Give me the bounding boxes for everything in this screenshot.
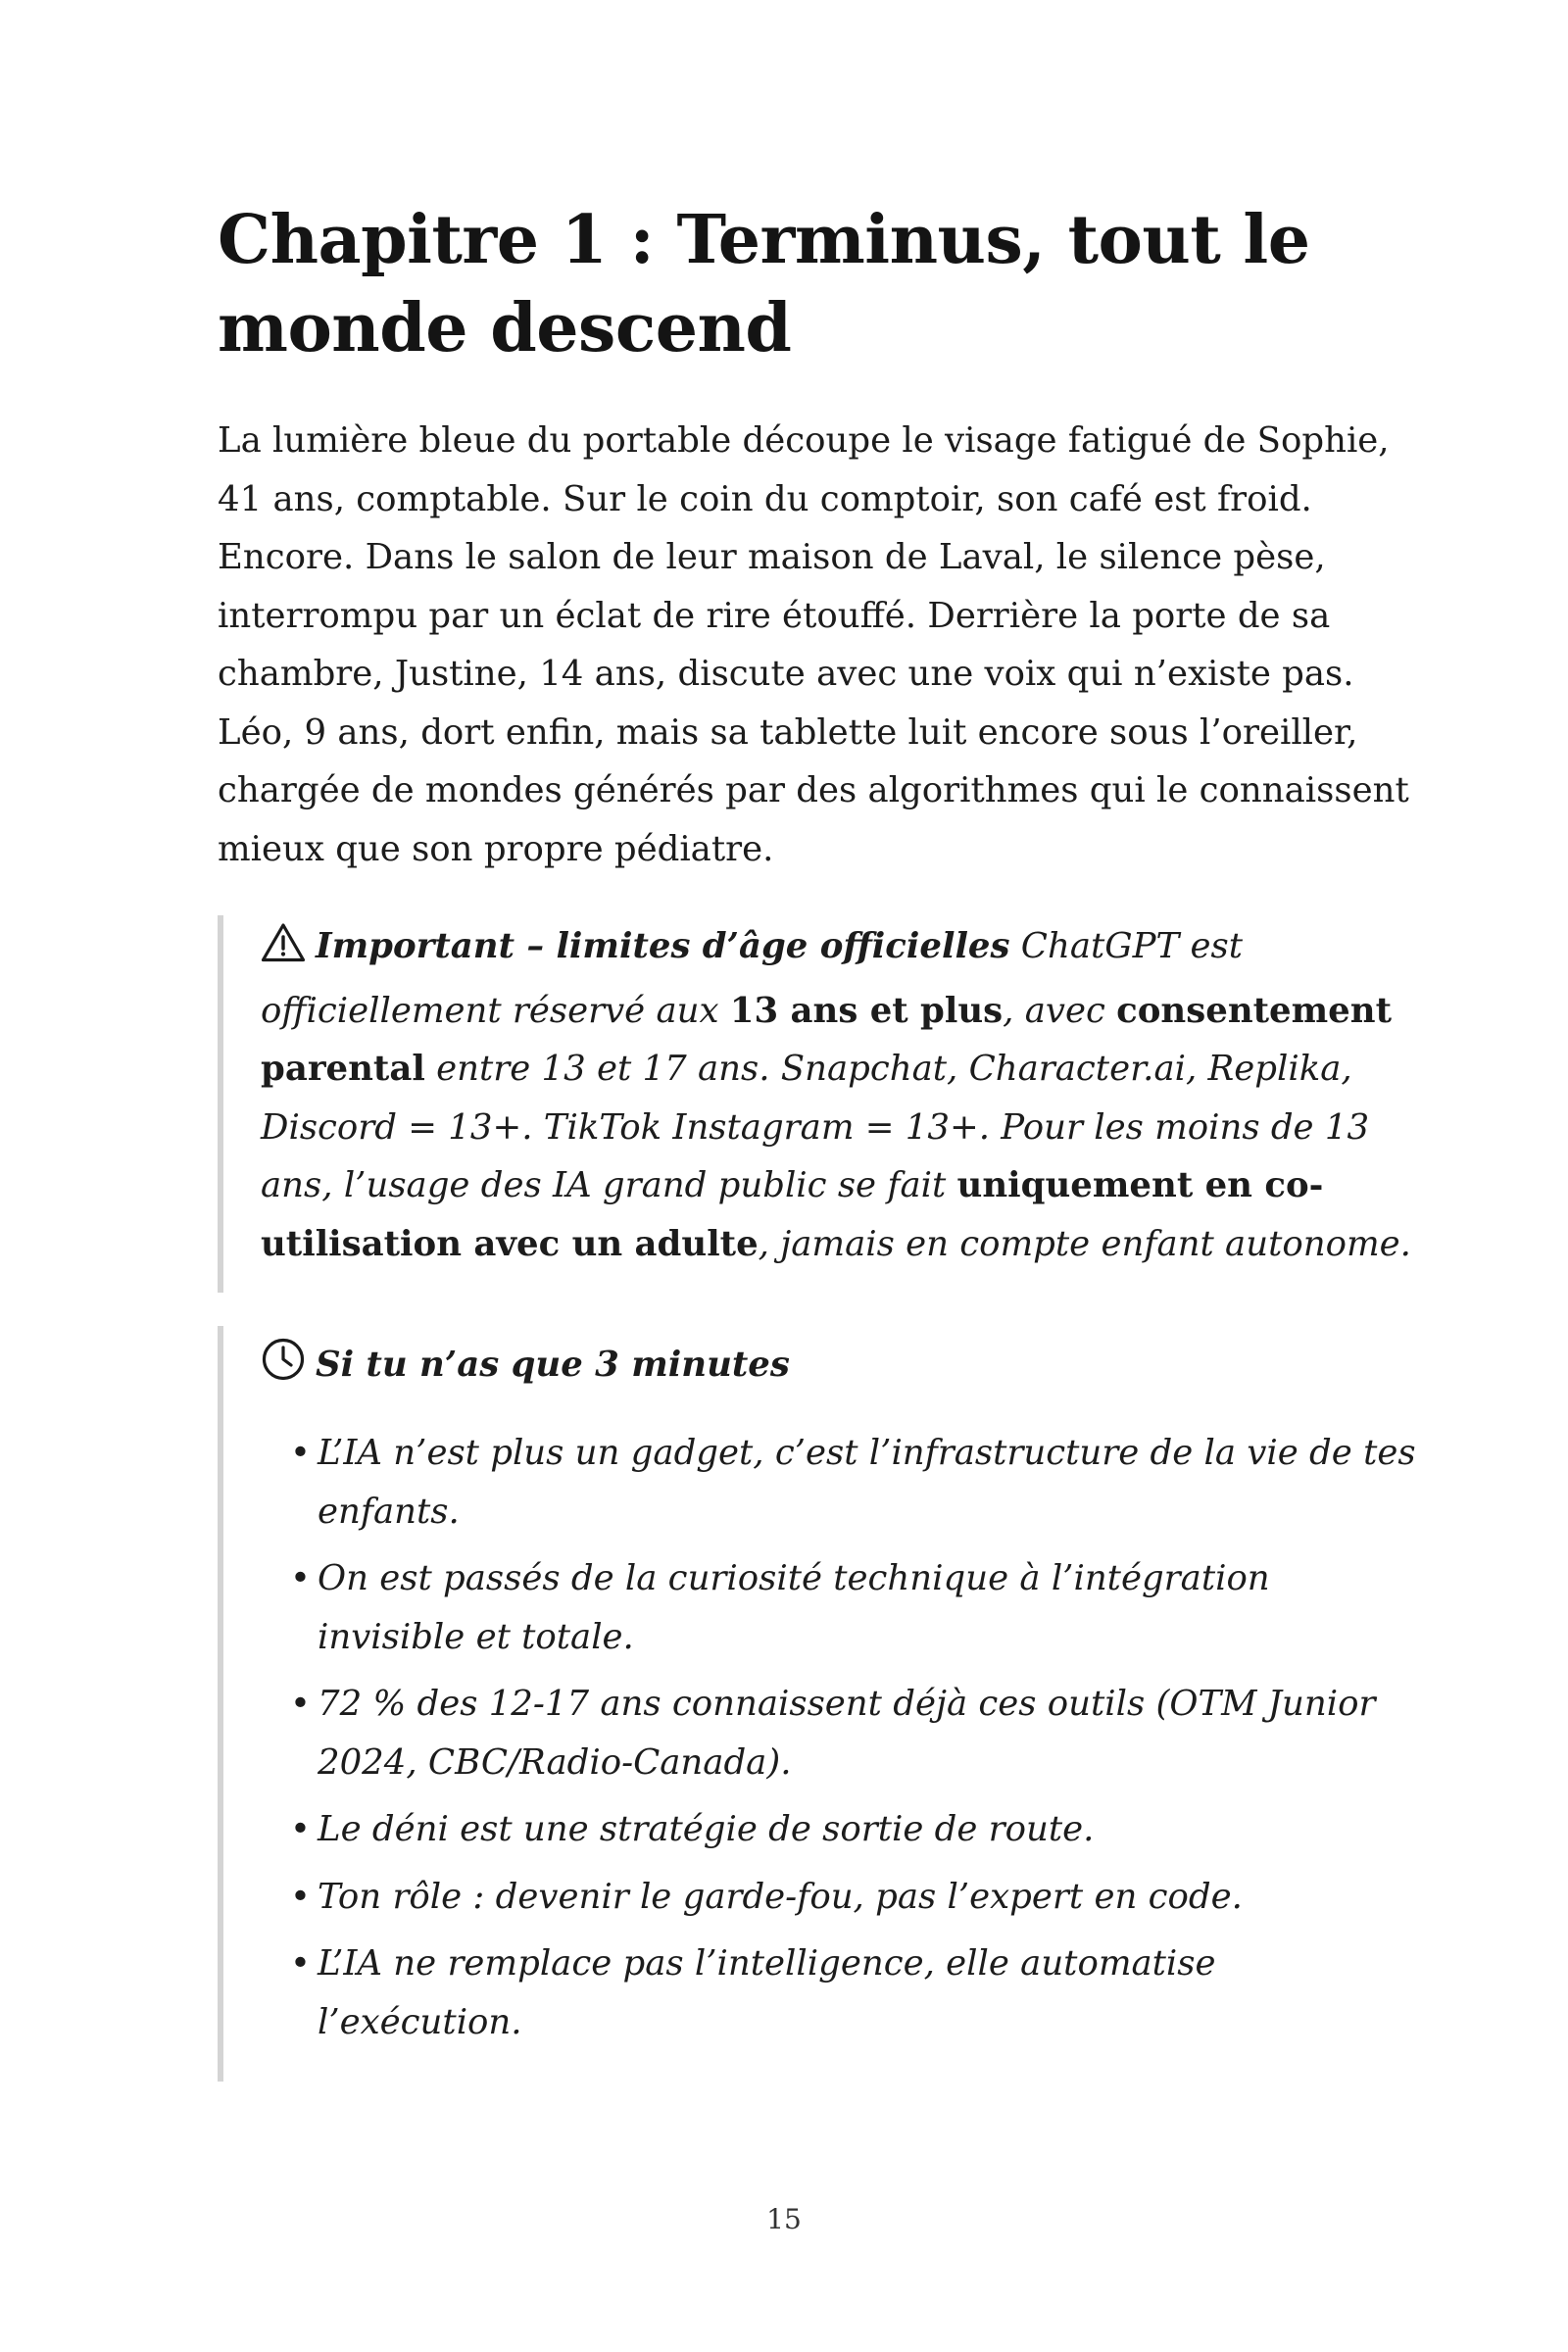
list-item: • 72 % des 12-17 ans connaissent déjà ces outils (OTM Junior 2024, CBC/Radio-Canada). [290, 1675, 1423, 1791]
list-item: • Ton rôle : devenir le garde-fou, pas l’expert en code. [290, 1868, 1423, 1927]
important-bold-1: 13 ans et plus [729, 990, 1004, 1031]
clock-icon [261, 1337, 306, 1402]
important-callout [218, 915, 1423, 1293]
minutes-heading-row [261, 1334, 1423, 1402]
important-bold-2: consentement parental [261, 990, 1392, 1089]
page-content [218, 196, 1423, 2082]
important-text-2: , avec [1003, 990, 1117, 1031]
minutes-callout [218, 1326, 1423, 2082]
intro-paragraph: La lumière bleue du portable découpe le visage fatigué de Sophie, 41 ans, comptable. Sur le coin du comptoir, son café est froid. Encore. Dans le salon de leur maison de Laval, le silence pèse, interrompu par un éclat de rire étouffé. Derrière la porte de sa chambre, Justine, 14 ans, discute avec une voix qui n’existe pas. Léo, 9 ans, dort enfin, mais sa tablette luit encore sous l’oreiller, chargée de mondes générés par des algorithmes qui le connaissent mieux que son propre pédiatre. [218, 420, 1409, 869]
warning-icon [261, 922, 306, 982]
minutes-heading: Si tu n’as que 3 minutes [316, 1345, 790, 1385]
important-text-3: entre 13 et 17 ans. Snapchat, Character.ai, Replika, Discord = 13+. TikTok Instagram = 13+. Pour les moins de 13 ans, l’usage des IA grand public se fait [261, 1049, 1370, 1205]
important-bold-3: uniquement en co-utilisation avec un adulte [261, 1165, 1324, 1264]
important-text-4: , jamais en compte enfant autonome. [758, 1223, 1411, 1264]
list-item: • On est passés de la curiosité technique à l’intégration invisible et totale. [290, 1549, 1423, 1666]
list-item: • L’IA n’est plus un gadget, c’est l’infrastructure de la vie de tes enfants. [290, 1424, 1423, 1541]
minutes-list [261, 1424, 1423, 2051]
important-heading: Important – limites d’âge officielles [316, 926, 1010, 966]
important-text-1: ChatGPT est officiellement réservé aux [261, 926, 1243, 1031]
chapter-title: Chapitre 1 : Terminus, tout le monde descend [218, 201, 1310, 368]
list-item: • Le déni est une stratégie de sortie de route. [290, 1800, 1423, 1859]
list-item: • L’IA ne remplace pas l’intelligence, elle automatise l’exécution. [290, 1935, 1423, 2051]
page-number: 15 [766, 2203, 802, 2235]
